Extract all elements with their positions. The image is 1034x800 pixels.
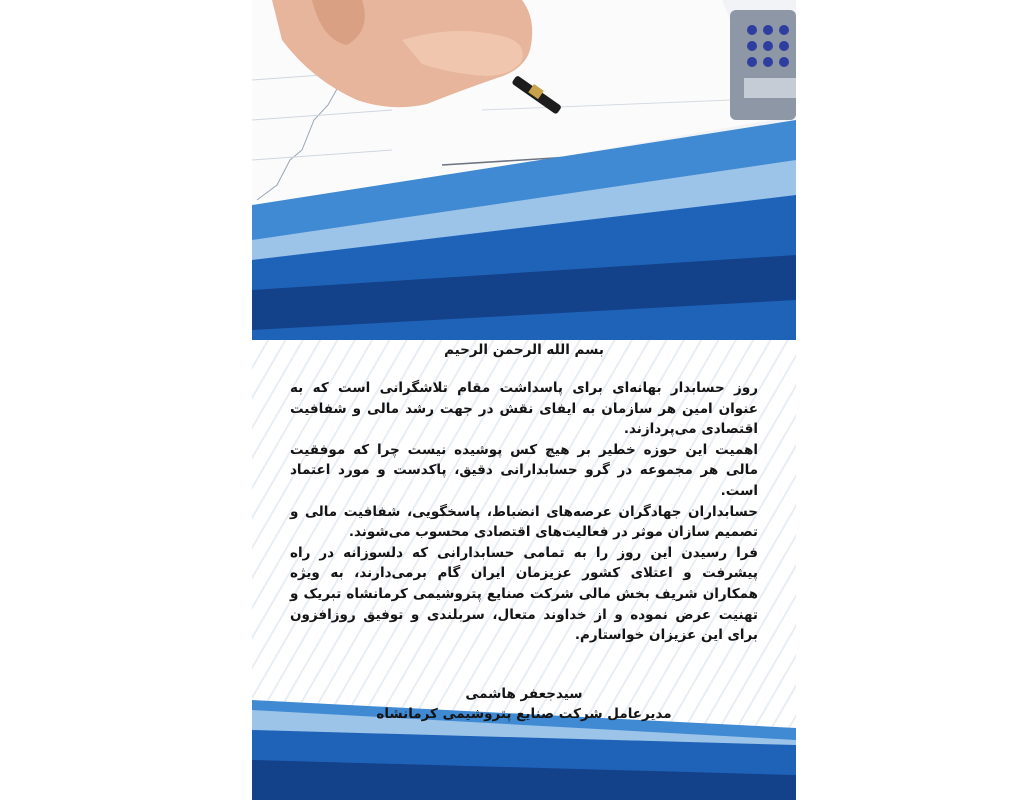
letter-heading: بسم الله الرحمن الرحیم (444, 342, 604, 358)
letter-body (290, 342, 758, 646)
letter-paragraph: حسابداران جهادگران عرصه‌های انضباط، پاسخگویی، شفافیت مالی و تصمیم سازان موثر در فعالیت‌های اقتصادی محسوب می‌شوند. (290, 503, 758, 541)
letter-paragraph: روز حسابدار بهانه‌ای برای پاسداشت مقام تلاشگرانی است که به عنوان امین هر سازمان به ایفای نقش در جهت رشد مالی و شفافیت اقتصادی می‌پردازند. (290, 380, 758, 438)
letter-paragraph: اهمیت این حوزه خطیر بر هیچ کس پوشیده نیست چرا که موفقیت مالی هر مجموعه در گرو حسابدارانی دقیق، پاکدست و مورد اعتماد است. (290, 441, 758, 499)
poster (252, 0, 796, 800)
header-photo (252, 0, 796, 360)
signature-name: سیدجعفر هاشمی (465, 686, 583, 702)
signature-title: مدیرعامل شرکت صنایع پتروشیمی کرمانشاه (376, 706, 672, 722)
letter-paragraph: فرا رسیدن این روز را به تمامی حسابدارانی که دلسوزانه در راه پیشرفت و اعتلای کشور عزیزمان ایران گام برمی‌دارند، به ویژه همکاران شریف بخش مالی شرکت صنایع پتروشیمی کرمانشاه تبریک و تهنیت عرض نموده و از خداوند متعال، سربلندی و توفیق روزافزون برای این عزیزان خواستارم. (290, 544, 758, 644)
calculator-icon (730, 10, 796, 120)
